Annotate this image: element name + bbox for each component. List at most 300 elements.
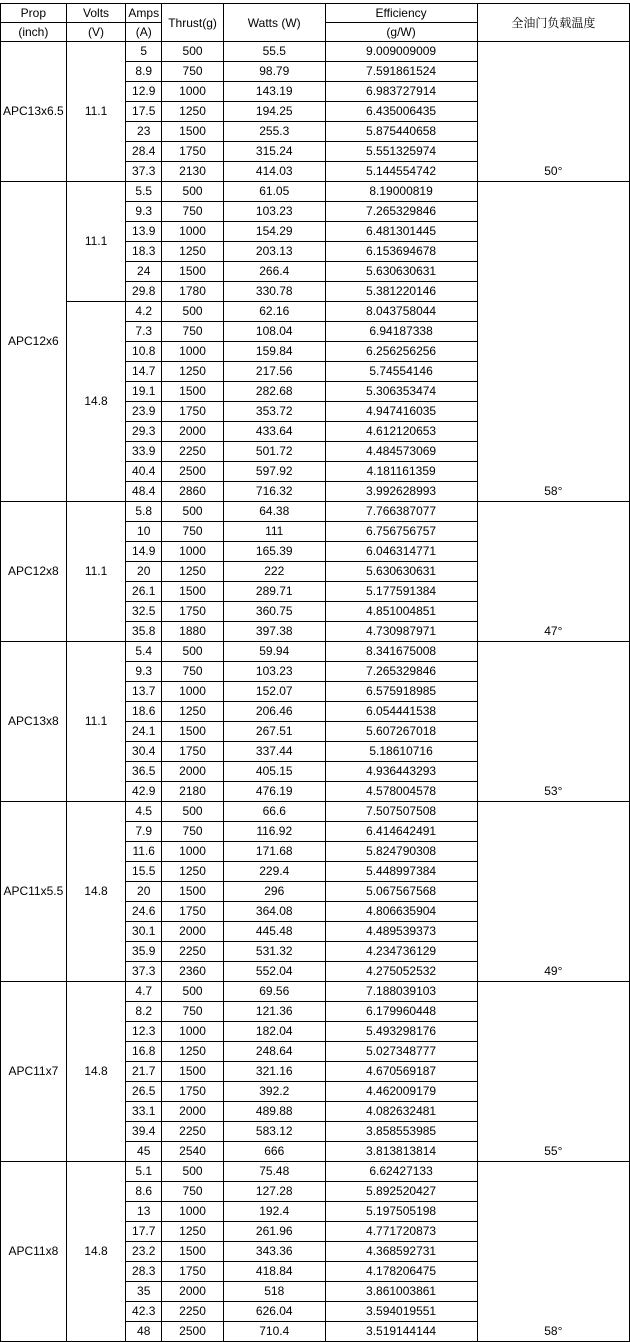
watts-cell: 666 [223, 1142, 325, 1162]
amps-cell: 29.8 [126, 282, 162, 302]
efficiency-cell: 4.612120653 [325, 422, 477, 442]
efficiency-cell: 5.306353474 [325, 382, 477, 402]
temperature-cell: 53° [477, 642, 629, 802]
efficiency-cell: 6.153694678 [325, 242, 477, 262]
watts-cell: 229.4 [223, 862, 325, 882]
thrust-cell: 500 [162, 302, 224, 322]
amps-cell: 4.5 [126, 802, 162, 822]
thrust-cell: 750 [162, 662, 224, 682]
amps-cell: 8.2 [126, 1002, 162, 1022]
efficiency-cell: 5.607267018 [325, 722, 477, 742]
watts-cell: 343.36 [223, 1242, 325, 1262]
amps-cell: 9.3 [126, 662, 162, 682]
efficiency-cell: 4.578004578 [325, 782, 477, 802]
thrust-cell: 2540 [162, 1142, 224, 1162]
thrust-cell: 500 [162, 642, 224, 662]
amps-cell: 5.1 [126, 1162, 162, 1182]
thrust-cell: 2250 [162, 1302, 224, 1322]
watts-cell: 433.64 [223, 422, 325, 442]
volts-cell: 11.1 [66, 42, 126, 182]
watts-cell: 152.07 [223, 682, 325, 702]
table-row [1, 502, 630, 522]
watts-cell: 552.04 [223, 962, 325, 982]
efficiency-cell: 5.630630631 [325, 562, 477, 582]
amps-cell: 11.6 [126, 842, 162, 862]
amps-cell: 15.5 [126, 862, 162, 882]
efficiency-cell: 5.551325974 [325, 142, 477, 162]
thrust-cell: 1750 [162, 142, 224, 162]
amps-cell: 35.8 [126, 622, 162, 642]
thrust-cell: 750 [162, 1002, 224, 1022]
amps-cell: 14.7 [126, 362, 162, 382]
watts-cell: 489.88 [223, 1102, 325, 1122]
watts-cell: 583.12 [223, 1122, 325, 1142]
amps-cell: 45 [126, 1142, 162, 1162]
watts-cell: 222 [223, 562, 325, 582]
efficiency-cell: 6.756756757 [325, 522, 477, 542]
amps-cell: 5.4 [126, 642, 162, 662]
thrust-cell: 1000 [162, 1202, 224, 1222]
watts-cell: 159.84 [223, 342, 325, 362]
amps-cell: 37.3 [126, 962, 162, 982]
efficiency-cell: 4.178206475 [325, 1262, 477, 1282]
thrust-cell: 1500 [162, 1062, 224, 1082]
watts-cell: 171.68 [223, 842, 325, 862]
thrust-cell: 2500 [162, 462, 224, 482]
amps-cell: 17.5 [126, 102, 162, 122]
amps-cell: 24.6 [126, 902, 162, 922]
thrust-cell: 750 [162, 522, 224, 542]
amps-cell: 24 [126, 262, 162, 282]
thrust-cell: 1500 [162, 382, 224, 402]
prop-name-cell: APC11x7 [1, 982, 67, 1162]
header-prop: Prop [1, 4, 67, 23]
thrust-cell: 2000 [162, 922, 224, 942]
efficiency-cell: 5.18610716 [325, 742, 477, 762]
watts-cell: 414.03 [223, 162, 325, 182]
volts-cell: 11.1 [66, 502, 126, 642]
efficiency-cell: 4.082632481 [325, 1102, 477, 1122]
amps-cell: 20 [126, 882, 162, 902]
amps-cell: 26.5 [126, 1082, 162, 1102]
amps-cell: 30.1 [126, 922, 162, 942]
efficiency-cell: 3.858553985 [325, 1122, 477, 1142]
watts-cell: 476.19 [223, 782, 325, 802]
thrust-cell: 750 [162, 1182, 224, 1202]
efficiency-cell: 4.181161359 [325, 462, 477, 482]
thrust-cell: 2860 [162, 482, 224, 502]
efficiency-cell: 7.188039103 [325, 982, 477, 1002]
amps-cell: 42.3 [126, 1302, 162, 1322]
watts-cell: 192.4 [223, 1202, 325, 1222]
thrust-cell: 500 [162, 502, 224, 522]
watts-cell: 626.04 [223, 1302, 325, 1322]
watts-cell: 64.38 [223, 502, 325, 522]
table-row [1, 642, 630, 662]
efficiency-cell: 7.265329846 [325, 662, 477, 682]
thrust-cell: 1250 [162, 362, 224, 382]
amps-cell: 28.4 [126, 142, 162, 162]
thrust-cell: 1000 [162, 682, 224, 702]
watts-cell: 121.36 [223, 1002, 325, 1022]
efficiency-cell: 4.806635904 [325, 902, 477, 922]
watts-cell: 116.92 [223, 822, 325, 842]
watts-cell: 296 [223, 882, 325, 902]
efficiency-cell: 4.936443293 [325, 762, 477, 782]
amps-cell: 13.7 [126, 682, 162, 702]
watts-cell: 248.64 [223, 1042, 325, 1062]
header-watts: Watts (W) [223, 4, 325, 42]
thrust-cell: 1000 [162, 82, 224, 102]
thrust-cell: 1000 [162, 222, 224, 242]
amps-cell: 48 [126, 1322, 162, 1342]
amps-cell: 35.9 [126, 942, 162, 962]
thrust-cell: 1000 [162, 342, 224, 362]
efficiency-cell: 5.067567568 [325, 882, 477, 902]
thrust-cell: 750 [162, 202, 224, 222]
amps-cell: 21.7 [126, 1062, 162, 1082]
amps-cell: 35 [126, 1282, 162, 1302]
amps-cell: 30.4 [126, 742, 162, 762]
watts-cell: 315.24 [223, 142, 325, 162]
amps-cell: 18.3 [126, 242, 162, 262]
thrust-cell: 750 [162, 822, 224, 842]
thrust-cell: 1500 [162, 122, 224, 142]
watts-cell: 66.6 [223, 802, 325, 822]
thrust-cell: 1750 [162, 1082, 224, 1102]
thrust-cell: 1880 [162, 622, 224, 642]
thrust-cell: 500 [162, 802, 224, 822]
efficiency-cell: 3.519144144 [325, 1322, 477, 1342]
efficiency-cell: 5.144554742 [325, 162, 477, 182]
amps-cell: 9.3 [126, 202, 162, 222]
efficiency-cell: 3.861003861 [325, 1282, 477, 1302]
thrust-cell: 1750 [162, 402, 224, 422]
prop-name-cell: APC13x8 [1, 642, 67, 802]
header-efficiency-unit: (g/W) [325, 23, 477, 42]
watts-cell: 289.71 [223, 582, 325, 602]
efficiency-cell: 5.875440658 [325, 122, 477, 142]
amps-cell: 40.4 [126, 462, 162, 482]
watts-cell: 103.23 [223, 662, 325, 682]
header-thrust: Thrust(g) [162, 4, 224, 42]
efficiency-cell: 3.992628993 [325, 482, 477, 502]
efficiency-cell: 5.177591384 [325, 582, 477, 602]
header-amps: Amps [126, 4, 162, 23]
efficiency-cell: 3.813813814 [325, 1142, 477, 1162]
prop-name-cell: APC11x8 [1, 1162, 67, 1342]
amps-cell: 12.9 [126, 82, 162, 102]
temperature-cell: 50° [477, 42, 629, 182]
thrust-cell: 1000 [162, 1022, 224, 1042]
amps-cell: 8.6 [126, 1182, 162, 1202]
watts-cell: 255.3 [223, 122, 325, 142]
thrust-cell: 1250 [162, 862, 224, 882]
thrust-cell: 1750 [162, 1262, 224, 1282]
efficiency-cell: 6.054441538 [325, 702, 477, 722]
table-row [1, 982, 630, 1002]
watts-cell: 108.04 [223, 322, 325, 342]
efficiency-cell: 7.265329846 [325, 202, 477, 222]
temperature-cell: 58° [477, 1162, 629, 1342]
thrust-cell: 2180 [162, 782, 224, 802]
thrust-cell: 2250 [162, 442, 224, 462]
watts-cell: 75.48 [223, 1162, 325, 1182]
amps-cell: 18.6 [126, 702, 162, 722]
thrust-cell: 500 [162, 182, 224, 202]
temperature-cell: 47° [477, 502, 629, 642]
watts-cell: 710.4 [223, 1322, 325, 1342]
thrust-cell: 750 [162, 62, 224, 82]
watts-cell: 69.56 [223, 982, 325, 1002]
amps-cell: 13 [126, 1202, 162, 1222]
amps-cell: 36.5 [126, 762, 162, 782]
thrust-cell: 1750 [162, 902, 224, 922]
amps-cell: 26.1 [126, 582, 162, 602]
thrust-cell: 1500 [162, 582, 224, 602]
header-row-1 [1, 4, 630, 23]
amps-cell: 12.3 [126, 1022, 162, 1042]
amps-cell: 23 [126, 122, 162, 142]
header-efficiency: Efficiency [325, 4, 477, 23]
watts-cell: 55.5 [223, 42, 325, 62]
thrust-cell: 1250 [162, 562, 224, 582]
amps-cell: 7.9 [126, 822, 162, 842]
efficiency-cell: 4.462009179 [325, 1082, 477, 1102]
watts-cell: 194.25 [223, 102, 325, 122]
watts-cell: 353.72 [223, 402, 325, 422]
watts-cell: 62.16 [223, 302, 325, 322]
thrust-cell: 1250 [162, 1222, 224, 1242]
efficiency-cell: 6.575918985 [325, 682, 477, 702]
efficiency-cell: 7.507507508 [325, 802, 477, 822]
amps-cell: 5.8 [126, 502, 162, 522]
thrust-cell: 1250 [162, 1042, 224, 1062]
header-volts-unit: (V) [66, 23, 126, 42]
thrust-cell: 1750 [162, 602, 224, 622]
header-amps-unit: (A) [126, 23, 162, 42]
efficiency-cell: 5.630630631 [325, 262, 477, 282]
thrust-cell: 1500 [162, 1242, 224, 1262]
amps-cell: 39.4 [126, 1122, 162, 1142]
volts-cell: 11.1 [66, 182, 126, 302]
watts-cell: 203.13 [223, 242, 325, 262]
amps-cell: 4.2 [126, 302, 162, 322]
propeller-data-table [0, 3, 630, 1342]
amps-cell: 23.9 [126, 402, 162, 422]
efficiency-cell: 6.256256256 [325, 342, 477, 362]
efficiency-cell: 8.19000819 [325, 182, 477, 202]
thrust-cell: 2500 [162, 1322, 224, 1342]
efficiency-cell: 7.591861524 [325, 62, 477, 82]
thrust-cell: 2000 [162, 762, 224, 782]
thrust-cell: 2360 [162, 962, 224, 982]
amps-cell: 14.9 [126, 542, 162, 562]
prop-name-cell: APC11x5.5 [1, 802, 67, 982]
amps-cell: 4.7 [126, 982, 162, 1002]
efficiency-cell: 4.368592731 [325, 1242, 477, 1262]
amps-cell: 10 [126, 522, 162, 542]
thrust-cell: 1500 [162, 882, 224, 902]
thrust-cell: 2250 [162, 1122, 224, 1142]
efficiency-cell: 3.594019551 [325, 1302, 477, 1322]
watts-cell: 531.32 [223, 942, 325, 962]
watts-cell: 206.46 [223, 702, 325, 722]
thrust-cell: 1250 [162, 242, 224, 262]
watts-cell: 61.05 [223, 182, 325, 202]
amps-cell: 19.1 [126, 382, 162, 402]
efficiency-cell: 4.484573069 [325, 442, 477, 462]
watts-cell: 445.48 [223, 922, 325, 942]
amps-cell: 5.5 [126, 182, 162, 202]
thrust-cell: 500 [162, 1162, 224, 1182]
efficiency-cell: 5.74554146 [325, 362, 477, 382]
amps-cell: 5 [126, 42, 162, 62]
amps-cell: 29.3 [126, 422, 162, 442]
volts-cell: 11.1 [66, 642, 126, 802]
amps-cell: 32.5 [126, 602, 162, 622]
watts-cell: 360.75 [223, 602, 325, 622]
watts-cell: 330.78 [223, 282, 325, 302]
table-row [1, 182, 630, 202]
temperature-cell: 58° [477, 182, 629, 502]
watts-cell: 282.68 [223, 382, 325, 402]
efficiency-cell: 5.892520427 [325, 1182, 477, 1202]
efficiency-cell: 4.771720873 [325, 1222, 477, 1242]
efficiency-cell: 8.341675008 [325, 642, 477, 662]
volts-cell: 14.8 [66, 1162, 126, 1342]
efficiency-cell: 6.983727914 [325, 82, 477, 102]
efficiency-cell: 4.730987971 [325, 622, 477, 642]
amps-cell: 24.1 [126, 722, 162, 742]
efficiency-cell: 6.62427133 [325, 1162, 477, 1182]
efficiency-cell: 7.766387077 [325, 502, 477, 522]
thrust-cell: 1250 [162, 102, 224, 122]
thrust-cell: 2000 [162, 1102, 224, 1122]
watts-cell: 103.23 [223, 202, 325, 222]
watts-cell: 597.92 [223, 462, 325, 482]
watts-cell: 266.4 [223, 262, 325, 282]
watts-cell: 165.39 [223, 542, 325, 562]
efficiency-cell: 6.414642491 [325, 822, 477, 842]
thrust-cell: 1000 [162, 542, 224, 562]
efficiency-cell: 6.046314771 [325, 542, 477, 562]
efficiency-cell: 4.489539373 [325, 922, 477, 942]
amps-cell: 23.2 [126, 1242, 162, 1262]
efficiency-cell: 6.94187338 [325, 322, 477, 342]
thrust-cell: 1500 [162, 262, 224, 282]
thrust-cell: 1780 [162, 282, 224, 302]
watts-cell: 59.94 [223, 642, 325, 662]
amps-cell: 28.3 [126, 1262, 162, 1282]
efficiency-cell: 5.027348777 [325, 1042, 477, 1062]
thrust-cell: 2130 [162, 162, 224, 182]
thrust-cell: 750 [162, 322, 224, 342]
efficiency-cell: 5.824790308 [325, 842, 477, 862]
watts-cell: 127.28 [223, 1182, 325, 1202]
efficiency-cell: 5.197505198 [325, 1202, 477, 1222]
amps-cell: 48.4 [126, 482, 162, 502]
amps-cell: 10.8 [126, 342, 162, 362]
amps-cell: 20 [126, 562, 162, 582]
thrust-cell: 500 [162, 982, 224, 1002]
watts-cell: 418.84 [223, 1262, 325, 1282]
efficiency-cell: 4.947416035 [325, 402, 477, 422]
watts-cell: 154.29 [223, 222, 325, 242]
thrust-cell: 1500 [162, 722, 224, 742]
efficiency-cell: 5.448997384 [325, 862, 477, 882]
watts-cell: 392.2 [223, 1082, 325, 1102]
thrust-cell: 1250 [162, 702, 224, 722]
amps-cell: 8.9 [126, 62, 162, 82]
temperature-cell: 55° [477, 982, 629, 1162]
amps-cell: 33.9 [126, 442, 162, 462]
watts-cell: 143.19 [223, 82, 325, 102]
efficiency-cell: 4.851004851 [325, 602, 477, 622]
efficiency-cell: 6.435006435 [325, 102, 477, 122]
header-prop-unit: (inch) [1, 23, 67, 42]
table-row [1, 802, 630, 822]
watts-cell: 267.51 [223, 722, 325, 742]
prop-name-cell: APC12x8 [1, 502, 67, 642]
amps-cell: 13.9 [126, 222, 162, 242]
watts-cell: 111 [223, 522, 325, 542]
efficiency-cell: 4.670569187 [325, 1062, 477, 1082]
watts-cell: 337.44 [223, 742, 325, 762]
amps-cell: 42.9 [126, 782, 162, 802]
table-row [1, 1162, 630, 1182]
amps-cell: 37.3 [126, 162, 162, 182]
amps-cell: 7.3 [126, 322, 162, 342]
watts-cell: 716.32 [223, 482, 325, 502]
amps-cell: 16.8 [126, 1042, 162, 1062]
watts-cell: 98.79 [223, 62, 325, 82]
watts-cell: 397.38 [223, 622, 325, 642]
thrust-cell: 500 [162, 42, 224, 62]
thrust-cell: 2250 [162, 942, 224, 962]
header-temperature: 全油门负载温度 [477, 4, 629, 42]
watts-cell: 501.72 [223, 442, 325, 462]
efficiency-cell: 5.381220146 [325, 282, 477, 302]
efficiency-cell: 9.009009009 [325, 42, 477, 62]
efficiency-cell: 4.275052532 [325, 962, 477, 982]
amps-cell: 33.1 [126, 1102, 162, 1122]
watts-cell: 261.96 [223, 1222, 325, 1242]
volts-cell: 14.8 [66, 302, 126, 502]
watts-cell: 217.56 [223, 362, 325, 382]
temperature-cell: 49° [477, 802, 629, 982]
watts-cell: 182.04 [223, 1022, 325, 1042]
efficiency-cell: 8.043758044 [325, 302, 477, 322]
thrust-cell: 2000 [162, 1282, 224, 1302]
efficiency-cell: 6.481301445 [325, 222, 477, 242]
watts-cell: 518 [223, 1282, 325, 1302]
volts-cell: 14.8 [66, 982, 126, 1162]
prop-name-cell: APC12x6 [1, 182, 67, 502]
watts-cell: 364.08 [223, 902, 325, 922]
efficiency-cell: 4.234736129 [325, 942, 477, 962]
efficiency-cell: 5.493298176 [325, 1022, 477, 1042]
table-row [1, 42, 630, 62]
volts-cell: 14.8 [66, 802, 126, 982]
thrust-cell: 2000 [162, 422, 224, 442]
amps-cell: 17.7 [126, 1222, 162, 1242]
prop-name-cell: APC13x6.5 [1, 42, 67, 182]
efficiency-cell: 6.179960448 [325, 1002, 477, 1022]
header-volts: Volts [66, 4, 126, 23]
thrust-cell: 1000 [162, 842, 224, 862]
watts-cell: 405.15 [223, 762, 325, 782]
